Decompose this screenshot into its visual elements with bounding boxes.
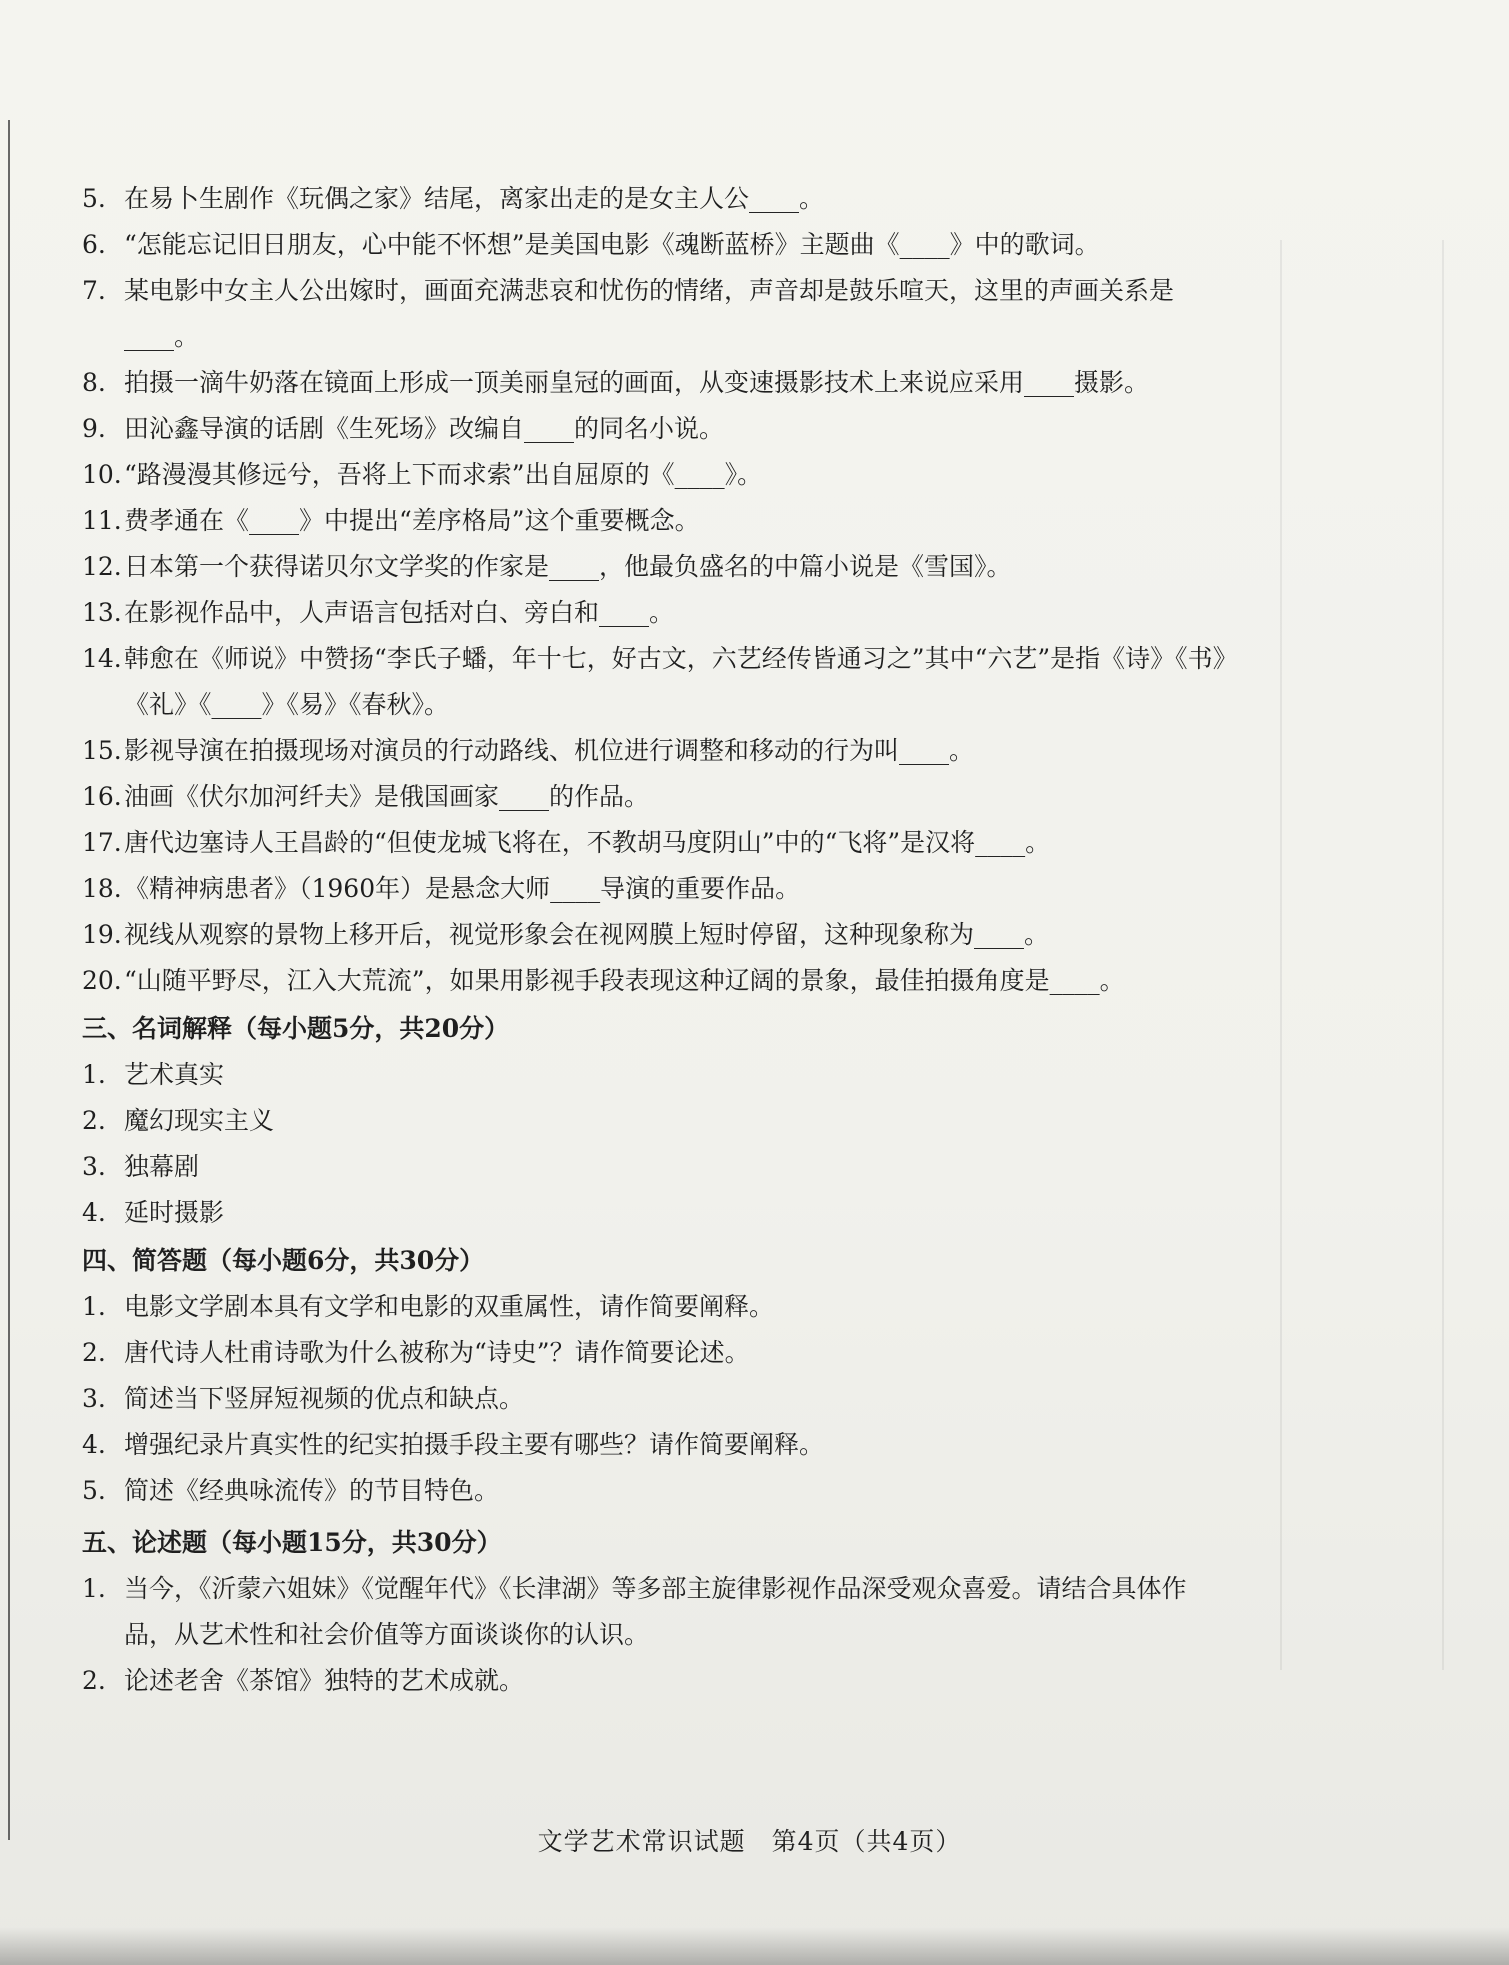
- question-item: 13. 在影视作品中，人声语言包括对白、旁白和____。: [82, 598, 675, 627]
- questions-content: [82, 176, 1232, 1704]
- question-item: 14. 韩愈在《师说》中赞扬“李氏子蟠，年十七，好古文，六艺经传皆通习之”其中“六艺”是指《诗》《书》《礼》《____》《易》《春秋》。: [82, 644, 1226, 719]
- scan-shadow: [0, 1927, 1509, 1965]
- bleed-through-box: [1280, 240, 1444, 1670]
- term-item: 2. 魔幻现实主义: [82, 1106, 275, 1135]
- short-answer-item: 1. 电影文学剧本具有文学和电影的双重属性，请作简要阐释。: [82, 1292, 775, 1321]
- short-answer-item: 3. 简述当下竖屏短视频的优点和缺点。: [82, 1384, 525, 1413]
- question-item: 19. 视线从观察的景物上移开后，视觉形象会在视网膜上短时停留，这种现象称为____。: [82, 920, 1050, 949]
- term-item: 4. 延时摄影: [82, 1198, 225, 1227]
- question-item: 9. 田沁鑫导演的话剧《生死场》改编自____的同名小说。: [82, 414, 725, 443]
- question-item: 7. 某电影中女主人公出嫁时，画面充满悲哀和忧伤的情绪，声音却是鼓乐喧天，这里的声画关系是____。: [82, 276, 1175, 351]
- term-item: 1. 艺术真实: [82, 1060, 225, 1089]
- section-4-title: 四、简答题（每小题6分，共30分）: [82, 1246, 485, 1275]
- question-item: 11. 费孝通在《____》中提出“差序格局”这个重要概念。: [82, 506, 700, 535]
- question-item: 16. 油画《伏尔加河纤夫》是俄国画家____的作品。: [82, 782, 650, 811]
- question-item: 20. “山随平野尽，江入大荒流”，如果用影视手段表现这种辽阔的景象，最佳拍摄角度是____。: [82, 966, 1125, 995]
- section-5-title: 五、论述题（每小题15分，共30分）: [82, 1528, 502, 1557]
- question-item: 15. 影视导演在拍摄现场对演员的行动路线、机位进行调整和移动的行为叫____。: [82, 736, 975, 765]
- fill-in-list: [82, 176, 1232, 1004]
- section-3-title: 三、名词解释（每小题5分，共20分）: [82, 1014, 510, 1043]
- question-item: 6. “怎能忘记旧日朋友，心中能不怀想”是美国电影《魂断蓝桥》主题曲《____》中的歌词。: [82, 230, 1100, 259]
- essay-list: [82, 1566, 1232, 1704]
- binding-rule: [8, 120, 10, 1840]
- essay-item: 1. 当今，《沂蒙六姐妹》《觉醒年代》《长津湖》等多部主旋律影视作品深受观众喜爱。请结合具体作品，从艺术性和社会价值等方面谈谈你的认识。: [82, 1574, 1187, 1649]
- short-answer-item: 4. 增强纪录片真实性的纪实拍摄手段主要有哪些？请作简要阐释。: [82, 1430, 825, 1459]
- term-item: 3. 独幕剧: [82, 1152, 200, 1181]
- question-item: 8. 拍摄一滴牛奶落在镜面上形成一顶美丽皇冠的画面，从变速摄影技术上来说应采用____摄影。: [82, 368, 1150, 397]
- question-item: 12. 日本第一个获得诺贝尔文学奖的作家是____，他最负盛名的中篇小说是《雪国》。: [82, 552, 1012, 581]
- short-answer-list: [82, 1284, 1232, 1514]
- question-item: 10. “路漫漫其修远兮，吾将上下而求索”出自屈原的《____》。: [82, 460, 763, 489]
- essay-item: 2. 论述老舍《茶馆》独特的艺术成就。: [82, 1666, 525, 1695]
- page-footer: 文学艺术常识试题 第4页（共4页）: [537, 1827, 962, 1856]
- short-answer-item: 5. 简述《经典咏流传》的节目特色。: [82, 1476, 500, 1505]
- short-answer-item: 2. 唐代诗人杜甫诗歌为什么被称为“诗史”？请作简要论述。: [82, 1338, 750, 1367]
- question-item: 18. 《精神病患者》（1960年）是悬念大师____导演的重要作品。: [82, 874, 801, 903]
- question-item: 5. 在易卜生剧作《玩偶之家》结尾，离家出走的是女主人公____。: [82, 184, 825, 213]
- question-item: 17. 唐代边塞诗人王昌龄的“但使龙城飞将在，不教胡马度阴山”中的“飞将”是汉将____。: [82, 828, 1051, 857]
- term-list: [82, 1052, 1232, 1236]
